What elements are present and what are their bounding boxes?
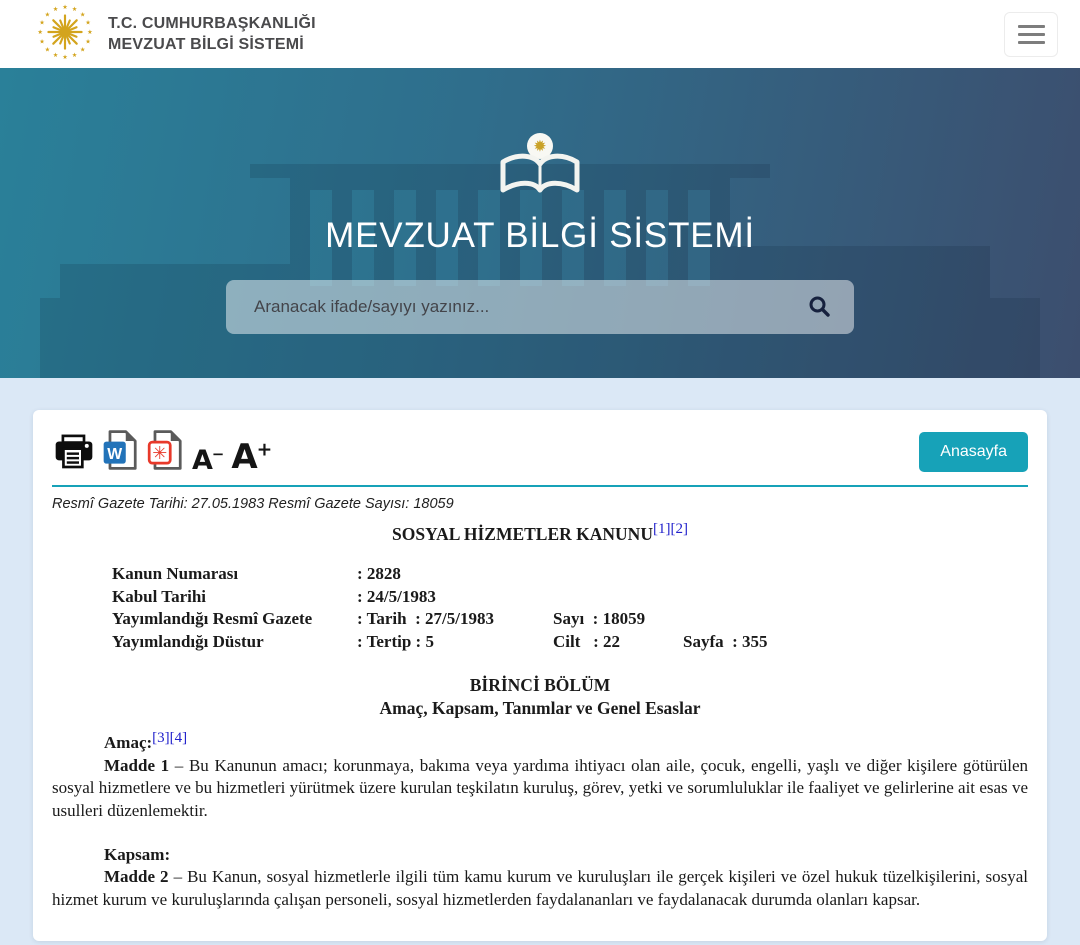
svg-text:★: ★ [79, 46, 86, 54]
svg-text:W: W [107, 445, 123, 463]
svg-text:★: ★ [79, 10, 86, 18]
navbar-toggler-button[interactable] [1004, 12, 1058, 57]
svg-text:★: ★ [62, 3, 68, 11]
hero-title: MEVZUAT BİLGİ SİSTEMİ [325, 216, 755, 255]
book-seal-icon [494, 131, 586, 206]
svg-text:★: ★ [87, 28, 93, 36]
font-increase-icon: A+ [231, 437, 272, 478]
section-title: BİRİNCİ BÖLÜM [469, 675, 611, 696]
detail-row: Yayımlandığı Düstur : Tertip : 5 Cilt : 22 Sayfa : 355 [112, 631, 768, 651]
svg-text:★: ★ [62, 53, 68, 61]
document-toolbar [52, 430, 1028, 478]
font-decrease-button[interactable] [190, 444, 225, 476]
svg-text:★: ★ [85, 19, 91, 27]
svg-text:★: ★ [52, 51, 59, 59]
svg-text:★: ★ [39, 19, 45, 27]
law-title: SOSYAL HİZMETLER KANUNU[1][2] [392, 521, 688, 544]
top-navbar [0, 0, 1080, 68]
export-pdf-button[interactable] [145, 430, 186, 473]
detail-row: Kanun Numarası : 2828 [112, 564, 401, 583]
amac-heading: Amaç:[3][4] [104, 729, 188, 753]
svg-text:★: ★ [71, 5, 78, 13]
svg-text:★: ★ [44, 10, 51, 18]
madde-2-paragraph: Madde 2 – Bu Kanun, sosyal hizmetlerle ilgili tüm kamu kurum ve kuruluşları ile gerçek kişileri ve özel hukuk tüzelkişilerini, sosyal hizmet kurum ve kuruluşlarında çalışan personeli, sosyal hizmetlerden faydalananları ve faydalanacak durumda olanları kapsar. [52, 867, 1028, 909]
section-subtitle: Amaç, Kapsam, Tanımlar ve Genel Esaslar [379, 698, 701, 719]
hamburger-icon [1018, 25, 1045, 28]
law-details [112, 563, 1028, 653]
svg-text:✹: ✹ [533, 136, 547, 156]
svg-text:★: ★ [39, 38, 45, 46]
divider [52, 485, 1028, 487]
brand-title-line1: T.C. CUMHURBAŞKANLIĞI [108, 14, 316, 32]
detail-row: Kabul Tarihi : 24/5/1983 [112, 586, 436, 606]
search-button[interactable] [800, 295, 854, 320]
brand-title [108, 13, 316, 55]
font-increase-button[interactable] [229, 437, 273, 478]
brand-title-line2: MEVZUAT BİLGİ SİSTEMİ [108, 36, 304, 53]
print-button[interactable] [52, 434, 96, 473]
detail-row: Yayımlandığı Resmî Gazete : Tarih : 27/5/1983 Sayı : 18059 [112, 609, 646, 629]
export-word-button[interactable] [100, 430, 141, 473]
hero-banner [0, 68, 1080, 378]
font-decrease-icon: A− [192, 444, 224, 476]
search-bar [226, 280, 854, 334]
page-content [0, 378, 1080, 941]
footnote-link-2[interactable]: [2] [670, 521, 688, 538]
search-icon [808, 295, 830, 320]
footnote-link-4[interactable]: [4] [169, 729, 188, 746]
gazette-info: Resmî Gazete Tarihi: 27.05.1983 Resmî Gazete Sayısı: 18059 [52, 496, 454, 512]
footnote-link-1[interactable]: [1] [652, 521, 671, 538]
brand-link[interactable] [36, 3, 316, 66]
madde-1-paragraph: Madde 1 – Bu Kanunun amacı; korunmaya, bakıma veya yardıma ihtiyacı olan aile, çocuk, engelli, yaşlı ve diğer kişilere götürülen sosyal hizmetlere ve bu hizmetleri yürütmek üzere kurulan teşkilatın kuruluş, görev, yetki ve sorumluluklar ile faaliyet ve gelirlerine ait esas ve usulleri düzenlemektir. [52, 755, 1029, 820]
footnote-link-3[interactable]: [3] [152, 729, 170, 746]
svg-text:✳: ✳ [152, 442, 168, 464]
svg-text:★: ★ [85, 38, 91, 46]
pdf-file-icon [147, 430, 184, 473]
kapsam-heading: Kapsam: [104, 845, 171, 864]
printer-icon [54, 434, 94, 473]
home-button[interactable]: Anasayfa [919, 432, 1028, 472]
svg-text:★: ★ [71, 51, 78, 59]
word-file-icon [102, 430, 139, 473]
svg-text:★: ★ [44, 46, 51, 54]
svg-text:★: ★ [52, 5, 59, 13]
svg-text:★: ★ [37, 28, 43, 36]
document-card [33, 410, 1047, 941]
search-input[interactable] [226, 297, 800, 317]
presidency-logo-icon [36, 3, 94, 66]
